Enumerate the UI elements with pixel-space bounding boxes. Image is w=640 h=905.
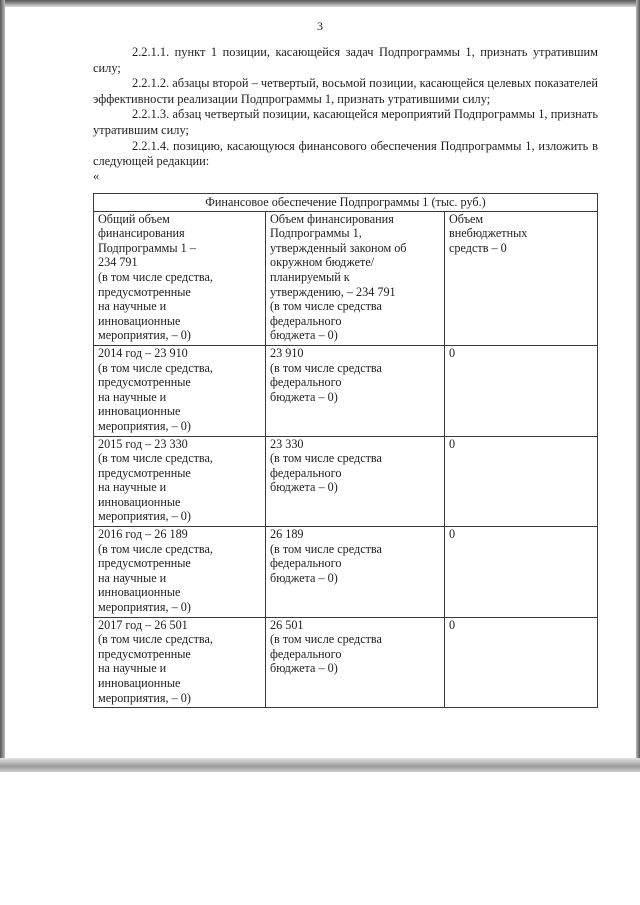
opening-quote-mark: « [93,168,100,183]
cell-text-line: 23 910 [270,345,304,360]
scan-edge-top [0,0,640,7]
cell-text-line: (в том числе средства, [98,451,213,466]
cell-text-line: предусмотренные [98,556,191,571]
cell-text-line: бюджета – 0) [270,328,338,343]
cell-text-line: 2017 год – 26 501 [98,617,188,632]
cell-text-line: бюджета – 0) [270,389,338,404]
cell-text-line: 0 [449,345,456,360]
cell-text-line: (в том числе средства [270,451,382,466]
cell-text-line: 26 501 [270,617,304,632]
cell-text-line: инновационные [98,676,181,690]
cell-text-line: 2014 год – 23 910 [98,345,188,360]
row-total-cell [94,527,266,618]
table-row-2014 [94,345,598,436]
cell-text-line: федерального [270,556,342,571]
cell-text-line: (в том числе средства [270,299,382,314]
cell-text-line: предусмотренные [98,646,191,661]
cell-text-line: предусмотренные [98,284,191,299]
table-row-2015 [94,436,598,527]
cell-text-line: 0 [449,527,456,542]
cell-text-line: 234 791 [98,255,138,270]
cell-text-line: федерального [270,646,342,661]
row-budget-cell [266,345,445,436]
table-title: Финансовое обеспечение Подпрограммы 1 (тыс. руб.) [94,194,598,212]
paragraph-2-2-1-2: 2.2.1.2. абзацы второй – четвертый, восьмой позиции, касающейся целевых показателей эффективности реализации Подпрограммы 1, признать утратившими силу; [93,76,599,106]
row-budget-cell [266,436,445,527]
page-number: 3 [317,19,323,33]
cell-text-line: Общий объем [98,211,170,226]
cell-text-line: (в том числе средства, [98,269,213,284]
row-total-cell [94,617,266,708]
cell-text-line: предусмотренные [98,375,191,390]
row-total-cell [94,345,266,436]
cell-text-line: 23 330 [270,436,304,451]
cell-text-line: федерального [270,313,342,328]
cell-text-line: утвержденный законом об [270,240,407,255]
header-budget-cell [266,211,445,345]
row-extrabudget-cell [445,617,598,708]
row-budget-cell [266,527,445,618]
cell-text-line: планируемый к [270,269,350,284]
row-extrabudget-cell [445,345,598,436]
scan-edge-right [636,0,640,770]
cell-text-line: финансирования [98,226,185,241]
cell-text-line: 0 [449,436,456,451]
row-extrabudget-cell [445,436,598,527]
cell-text-line: (в том числе средства [270,632,382,647]
cell-text-line: федерального [270,375,342,390]
cell-text-line: (в том числе средства [270,360,382,375]
cell-text-line: бюджета – 0) [270,661,338,676]
cell-text-line: бюджета – 0) [270,570,338,585]
document-body [93,45,598,183]
cell-text-line: 2015 год – 23 330 [98,436,188,451]
cell-text-line: на научные и [98,480,167,495]
paragraph-2-2-1-3: 2.2.1.3. абзац четвертый позиции, касающейся мероприятий Подпрограммы 1, признать утратившим силу; [93,107,598,137]
cell-text-line: инновационные [98,494,181,509]
paragraph-2-2-1-1: 2.2.1.1. пункт 1 позиции, касающейся задач Подпрограммы 1, признать утратившим силу; [93,45,598,75]
cell-text-line: мероприятия, – 0) [98,600,191,615]
cell-text-line: Объем финансирования [270,211,394,226]
cell-text-line: на научные и [98,570,167,585]
cell-text-line: Подпрограммы 1, [270,226,362,241]
header-total-cell [94,211,266,345]
financing-table [93,193,598,708]
cell-text-line: 2016 год – 26 189 [98,527,188,542]
cell-text-line: 26 189 [270,527,304,542]
cell-text-line: предусмотренные [98,465,191,480]
cell-text-line: на научные и [98,389,167,404]
cell-text-line: мероприятия, – 0) [98,690,191,705]
cell-text-line: (в том числе средства, [98,541,213,556]
cell-text-line: мероприятия, – 0) [98,509,191,524]
cell-text-line: инновационные [98,585,181,600]
row-budget-cell [266,617,445,708]
cell-text-line: (в том числе средства, [98,360,213,375]
cell-text-line: Подпрограммы 1 – [98,240,196,255]
cell-text-line: инновационные [98,404,181,419]
cell-text-line: на научные и [98,661,167,676]
table-row-2016 [94,527,598,618]
header-extrabudget-cell [445,211,598,345]
cell-text-line: утверждению, – 234 791 [270,284,396,299]
cell-text-line: мероприятия, – 0) [98,328,191,343]
row-extrabudget-cell [445,527,598,618]
cell-text-line: федерального [270,465,342,480]
cell-text-line: инновационные [98,313,181,328]
paragraph-2-2-1-4: 2.2.1.4. позицию, касающуюся финансового обеспечения Подпрограммы 1, изложить в следующей редакции: [93,138,598,169]
table-header-row [94,211,598,345]
table-row-2017 [94,617,598,708]
cell-text-line: 0 [449,617,456,632]
row-total-cell [94,436,266,527]
scan-edge-bottom [0,758,640,772]
cell-text-line: Объем [449,211,484,226]
cell-text-line: (в том числе средства [270,541,382,556]
cell-text-line: внебюджетных [449,226,528,241]
cell-text-line: (в том числе средства, [98,632,213,647]
cell-text-line: мероприятия, – 0) [98,418,191,433]
cell-text-line: на научные и [98,299,167,314]
cell-text-line: средств – 0 [449,240,507,255]
scan-edge-left [0,0,5,770]
cell-text-line: бюджета – 0) [270,480,338,495]
cell-text-line: окружном бюджете/ [270,255,375,270]
